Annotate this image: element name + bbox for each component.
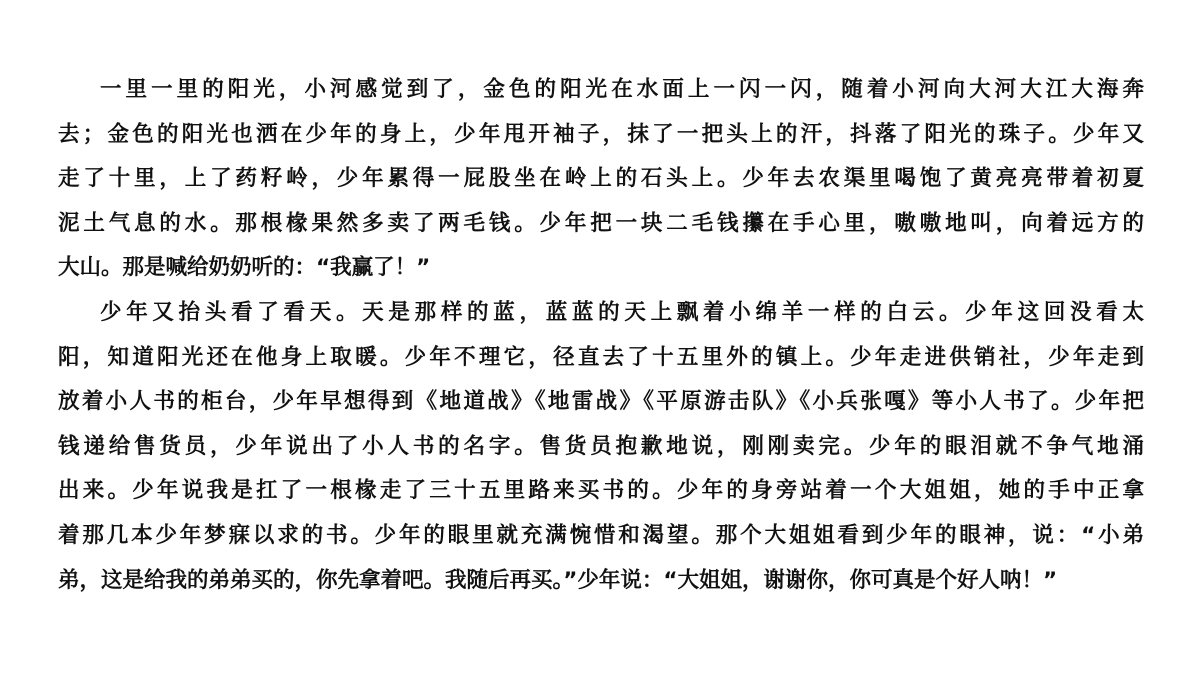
text-line: 去；金色的阳光也洒在少年的身上，少年甩开袖子，抹了一把头上的汗，抖落了阳光的珠子。少年又 <box>58 121 1144 147</box>
document-body <box>58 68 1144 603</box>
text-line: 弟，这是给我的弟弟买的，你先拿着吧。我随后再买。”少年说：“大姐姐，谢谢你，你可真是个好人呐！” <box>58 567 1058 593</box>
paragraph-1 <box>58 68 1144 291</box>
text-line: 泥土气息的水。那根椽果然多卖了两毛钱。少年把一块二毛钱攥在手心里，嗷嗷地叫，向着远方的 <box>58 210 1144 236</box>
text-line: 出来。少年说我是扛了一根椽走了三十五里路来买书的。少年的身旁站着一个大姐姐，她的手中正拿 <box>58 478 1144 504</box>
text-line: 阳，知道阳光还在他身上取暖。少年不理它，径直去了十五里外的镇上。少年走进供销社，少年走到 <box>58 344 1144 370</box>
text-line: 一里一里的阳光，小河感觉到了，金色的阳光在水面上一闪一闪，随着小河向大河大江大海奔 <box>100 77 1144 102</box>
text-line: 钱递给售货员，少年说出了小人书的名字。售货员抱歉地说，刚刚卖完。少年的眼泪就不争气地涌 <box>58 433 1144 459</box>
paragraph-2 <box>58 291 1144 603</box>
text-line: 放着小人书的柜台，少年早想得到《地道战》《地雷战》《平原游击队》《小兵张嘎》等小人书了。少年把 <box>58 389 1144 415</box>
text-line: 着那几本少年梦寐以求的书。少年的眼里就充满惋惜和渴望。那个大姐姐看到少年的眼神，说：“小弟 <box>58 522 1144 548</box>
text-line: 大山。那是喊给奶奶听的：“我赢了！” <box>58 255 431 281</box>
text-line: 走了十里，上了药籽岭，少年累得一屁股坐在岭上的石头上。少年去农渠里喝饱了黄亮亮带着初夏 <box>58 166 1144 192</box>
text-line: 少年又抬头看了看天。天是那样的蓝，蓝蓝的天上飘着小绵羊一样的白云。少年这回没看太 <box>100 299 1144 325</box>
